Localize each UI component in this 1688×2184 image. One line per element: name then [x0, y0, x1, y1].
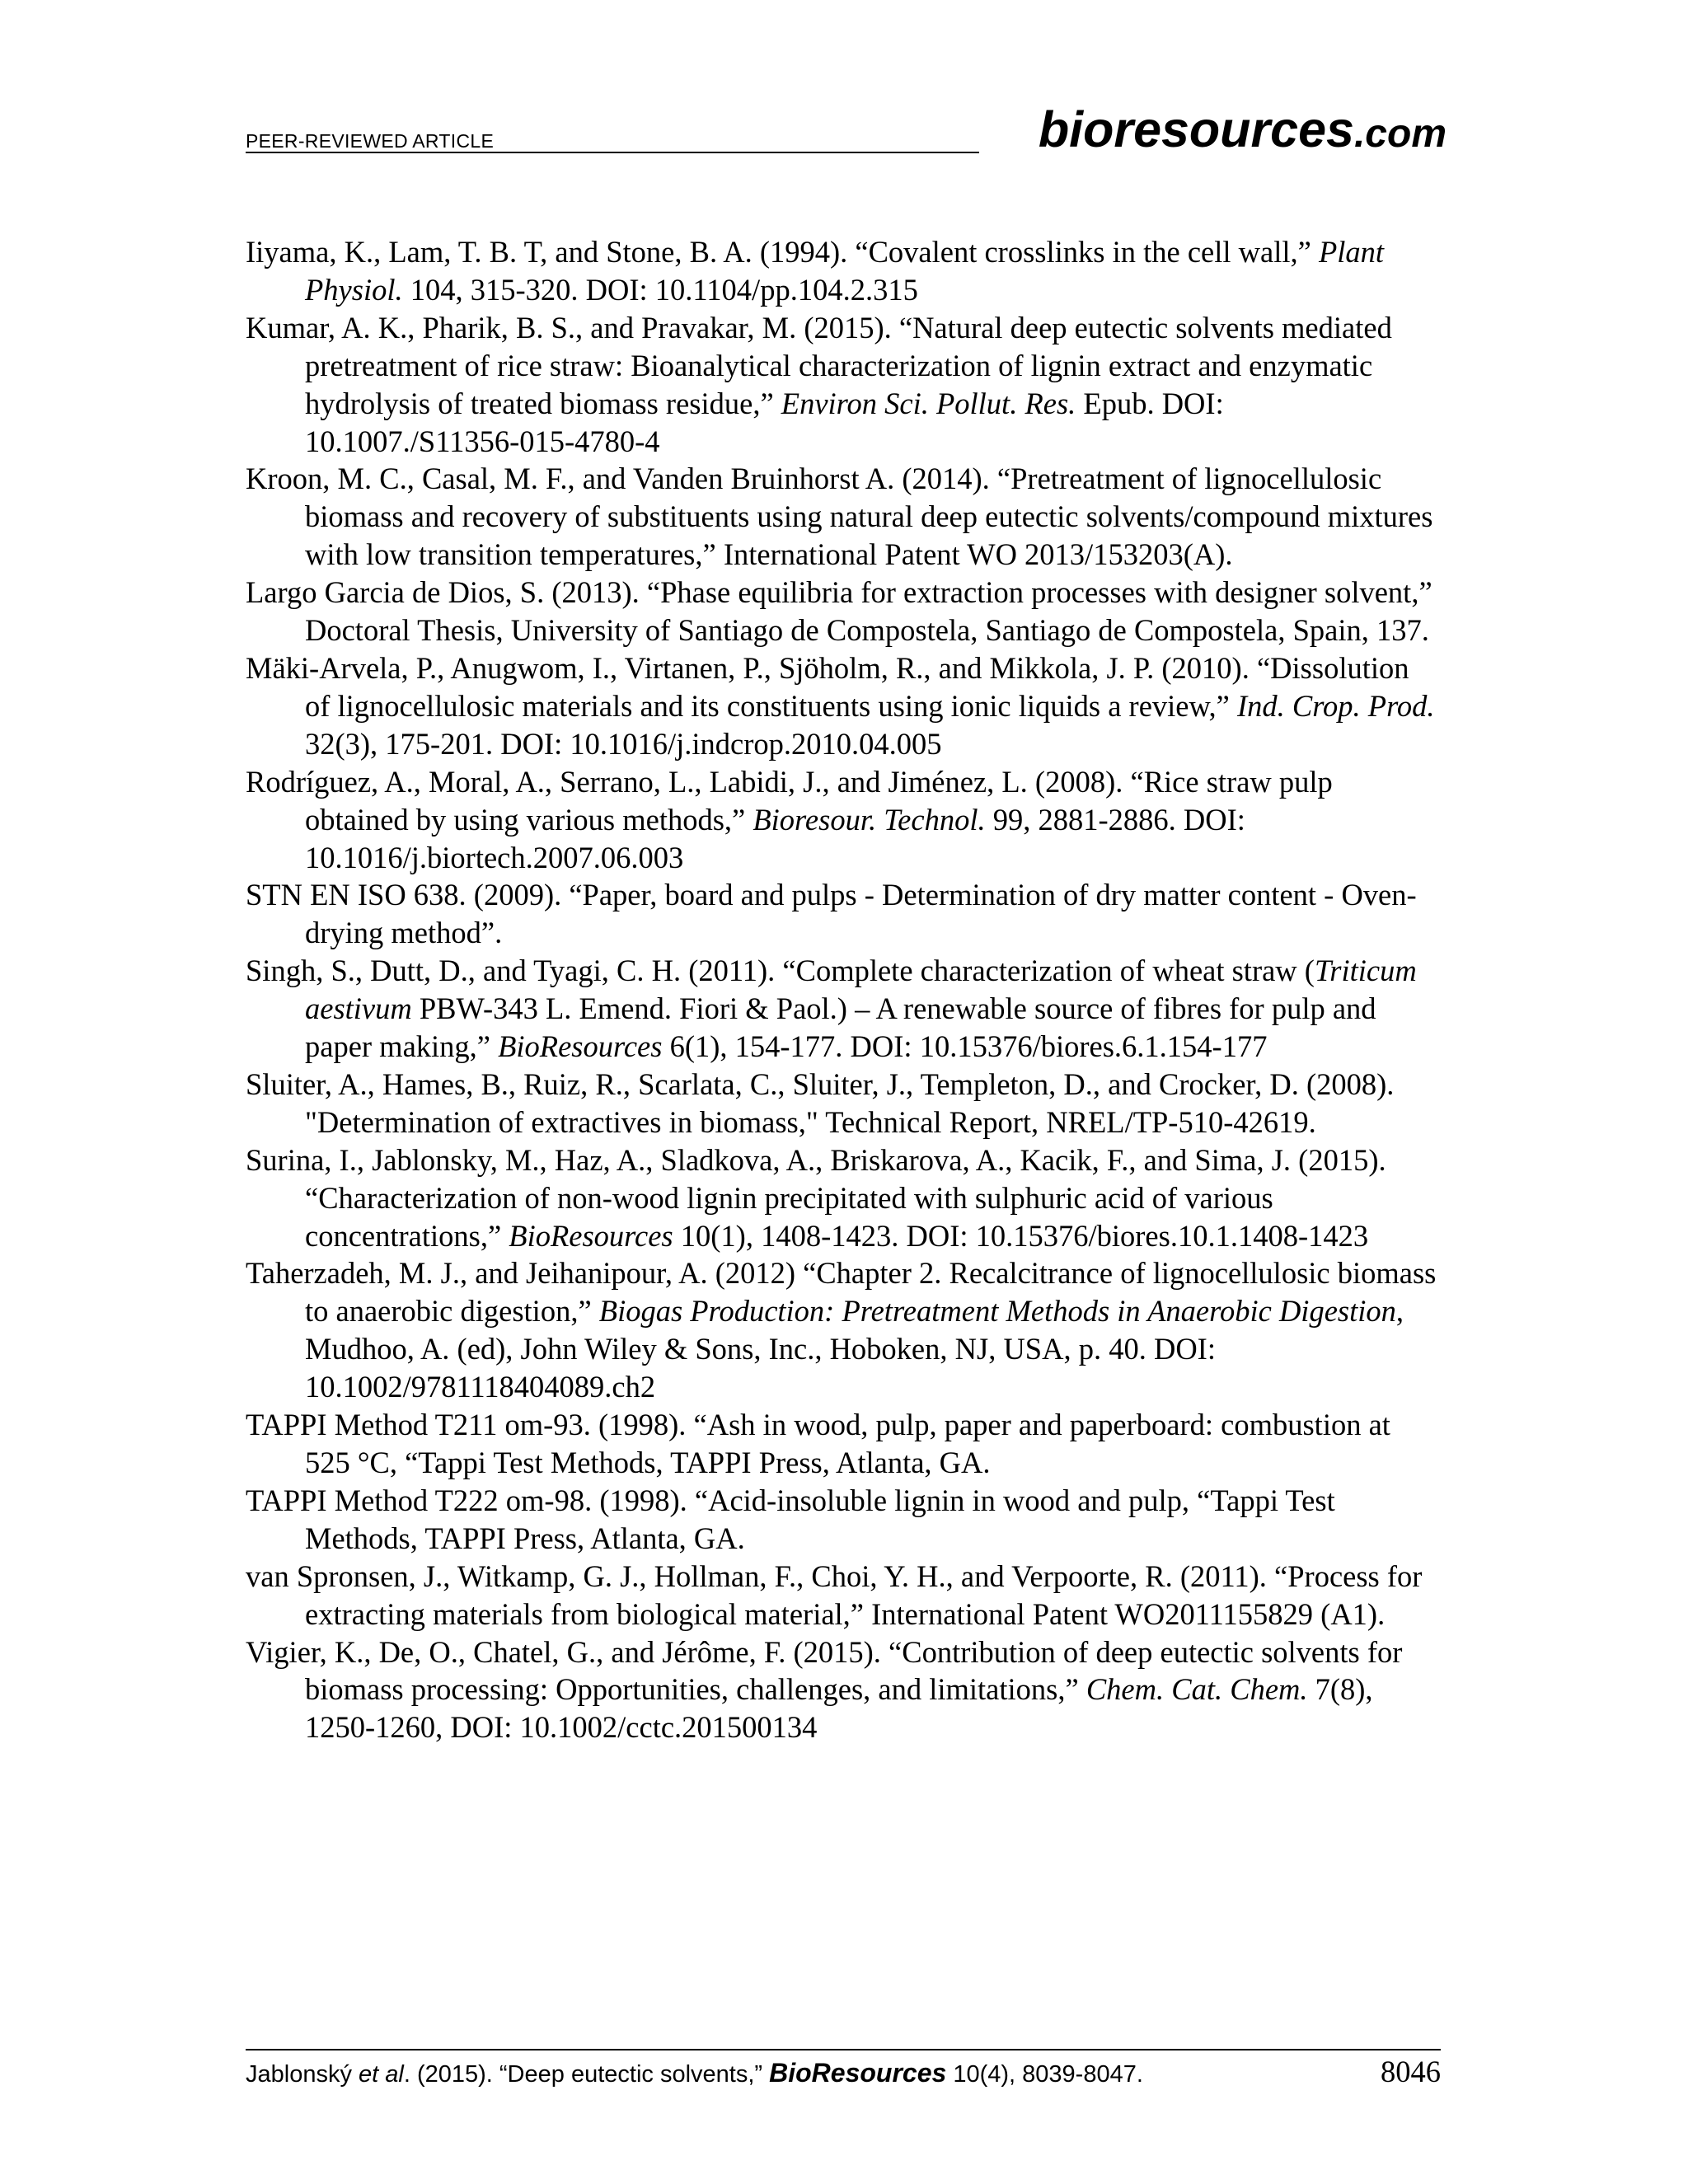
reference-entry [246, 763, 1441, 877]
reference-italic-text: Environ Sci. Pollut. Res. [781, 386, 1076, 420]
reference-italic-text: BioResources [498, 1029, 663, 1064]
reference-text: 104, 315-320. DOI: 10.1104/pp.104.2.315 [402, 272, 918, 307]
reference-entry [246, 1254, 1441, 1406]
reference-entry [246, 1066, 1441, 1141]
reference-entry [246, 649, 1441, 763]
journal-logo [1039, 101, 1447, 158]
reference-entry [246, 1406, 1441, 1482]
reference-text: 32(3), 175-201. DOI: 10.1016/j.indcrop.2010.04.005 [305, 726, 942, 761]
reference-text: Surina, I., Jablonsky, M., Haz, A., Sladkova, A., Briskarova, A., Kacik, F., and Sima, J. (2015). “Characterization of non-wood lignin precipitated with sulphuric acid of various concentrations,” [246, 1142, 1386, 1253]
reference-entry [246, 574, 1441, 649]
reference-text: TAPPI Method T211 om-93. (1998). “Ash in wood, pulp, paper and paperboard: combustion at 525 °C, “Tappi Test Methods, TAPPI Press, Atlanta, GA. [246, 1408, 1390, 1479]
reference-text: Vigier, K., De, O., Chatel, G., and Jérôme, F. (2015). “Contribution of deep eutectic solvents for biomass processing: Opportunities, challenges, and limitations,” [246, 1634, 1403, 1707]
reference-entry [246, 1558, 1441, 1633]
footer-volume: 10(4), 8039-8047. [946, 2061, 1143, 2088]
reference-text: 7(8), 1250-1260, DOI: 10.1002/cctc.201500134 [305, 1672, 1373, 1745]
reference-entry [246, 1482, 1441, 1558]
reference-italic-text: Plant Physiol. [305, 235, 1385, 307]
reference-list [246, 233, 1441, 1746]
reference-text: van Spronsen, J., Witkamp, G. J., Hollman, F., Choi, Y. H., and Verpoorte, R. (2011). “Process for extracting materials from biological material,” International Patent WO2011155829 (A1). [246, 1558, 1423, 1631]
reference-italic-text: Chem. Cat. Chem. [1085, 1672, 1308, 1707]
footer-journal: BioResources [769, 2058, 947, 2088]
reference-entry [246, 233, 1441, 309]
reference-entry [246, 1141, 1441, 1255]
logo-brand-text: bioresources [1038, 101, 1354, 157]
reference-entry [246, 309, 1441, 461]
reference-text: Rodríguez, A., Moral, A., Serrano, L., Labidi, J., and Jiménez, L. (2008). “Rice straw pulp obtained by using various methods,” [246, 764, 1333, 837]
reference-text: Singh, S., Dutt, D., and Tyagi, C. H. (2011). “Complete characterization of wheat straw ( [246, 954, 1315, 988]
reference-entry [246, 460, 1441, 574]
page-number: 8046 [1381, 2055, 1441, 2088]
header-rule [246, 152, 979, 153]
reference-text: Sluiter, A., Hames, B., Ruiz, R., Scarlata, C., Sluiter, J., Templeton, D., and Crocker, D. (2008). "Determination of extractives in biomass," Technical Report, NREL/TP-510-42619. [246, 1066, 1395, 1139]
reference-italic-text: Biogas Production: Pretreatment Methods in Anaerobic Digestion [598, 1294, 1396, 1329]
reference-text: Taherzadeh, M. J., and Jeihanipour, A. (2012) “Chapter 2. Recalcitrance of lignocellulosic biomass to anaerobic digestion,” [246, 1256, 1437, 1329]
reference-text: STN EN ISO 638. (2009). “Paper, board and pulps - Determination of dry matter content - Oven-drying method”. [246, 878, 1417, 950]
reference-text: 10(1), 1408-1423. DOI: 10.15376/biores.10.1.1408-1423 [673, 1218, 1369, 1253]
reference-italic-text: Bioresour. Technol. [753, 802, 986, 837]
reference-text: , Mudhoo, A. (ed), John Wiley & Sons, Inc., Hoboken, NJ, USA, p. 40. DOI: 10.1002/9781118404089.ch2 [305, 1294, 1404, 1404]
footer-et-al: et al [359, 2061, 404, 2088]
footer-rule [246, 2049, 1441, 2050]
footer-citation [246, 2058, 1143, 2088]
footer-authors: Jablonský [246, 2061, 359, 2088]
reference-text: TAPPI Method T222 om-98. (1998). “Acid-insoluble lignin in wood and pulp, “Tappi Test Methods, TAPPI Press, Atlanta, GA. [246, 1483, 1335, 1555]
reference-text: Kumar, A. K., Pharik, B. S., and Pravakar, M. (2015). “Natural deep eutectic solvents mediated pretreatment of rice straw: Bioanalytical characterization of lignin extract and enzymatic hydrolysis of treated biomass residue,” [246, 310, 1392, 420]
reference-text: 99, 2881-2886. DOI: 10.1016/j.biortech.2007.06.003 [305, 802, 1245, 874]
reference-italic-text: Ind. Crop. Prod. [1236, 688, 1435, 723]
reference-text: Largo Garcia de Dios, S. (2013). “Phase equilibria for extraction processes with designer solvent,” Doctoral Thesis, University of Santiago de Compostela, Santiago de Compostela, Spain, 137. [246, 575, 1432, 648]
reference-text: Mäki-Arvela, P., Anugwom, I., Virtanen, P., Sjöholm, R., and Mikkola, J. P. (2010). “Dissolution of lignocellulosic materials and its constituents using ionic liquids a review,” [246, 650, 1409, 723]
reference-italic-text: Triticum aestivum [305, 954, 1417, 1026]
reference-entry [246, 1633, 1441, 1747]
logo-domain-text: .com [1353, 112, 1447, 156]
reference-text: PBW-343 L. Emend. Fiori & Paol.) – A renewable source of fibres for pulp and paper making,” [305, 991, 1376, 1064]
footer-title: . (2015). “Deep eutectic solvents,” [403, 2061, 770, 2088]
reference-entry [246, 952, 1441, 1066]
reference-text: Epub. DOI: 10.1007./S11356-015-4780-4 [305, 386, 1224, 458]
reference-text: 6(1), 154-177. DOI: 10.15376/biores.6.1.154-177 [662, 1029, 1268, 1064]
reference-text: Iiyama, K., Lam, T. B. T, and Stone, B. A. (1994). “Covalent crosslinks in the cell wall,” [246, 235, 1319, 269]
article-type-label: PEER-REVIEWED ARTICLE [246, 130, 495, 152]
reference-text: Kroon, M. C., Casal, M. F., and Vanden Bruinhorst A. (2014). “Pretreatment of lignocellulosic biomass and recovery of substituents using natural deep eutectic solvents/compound mixtures with low transition temperatures,” International Patent WO 2013/153203(A). [246, 462, 1433, 572]
reference-entry [246, 876, 1441, 952]
reference-italic-text: BioResources [509, 1218, 673, 1253]
